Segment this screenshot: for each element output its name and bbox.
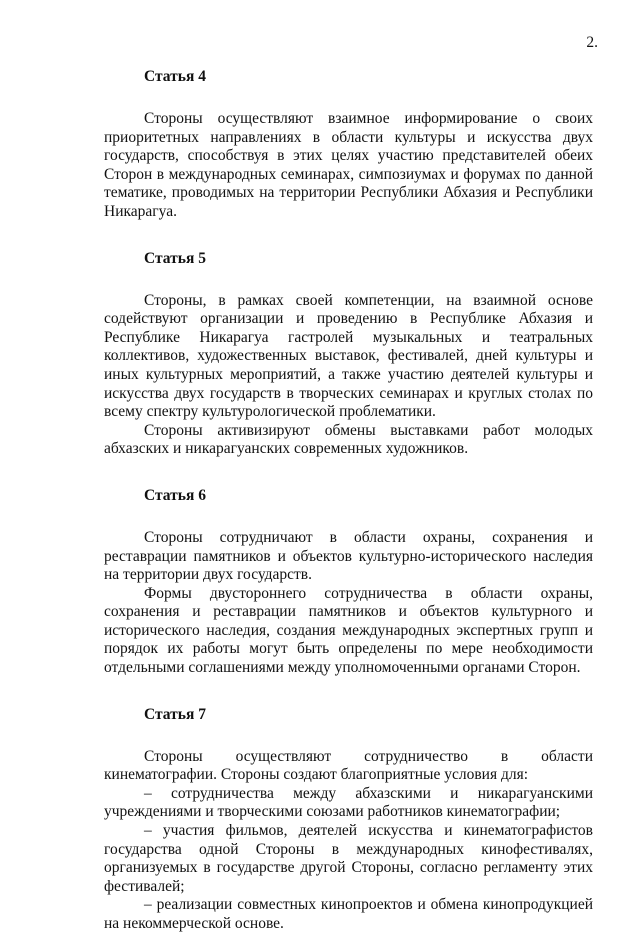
article-7-paragraph-1: Стороны осуществляют сотрудничество в области кинематографии. Стороны создают благоприятные условия для: (104, 747, 593, 784)
article-5-paragraph-1: Стороны, в рамках своей компетенции, на взаимной основе содействуют организации и проведению в Республике Абхазия и Республике Никарагуа гастролей музыкальных и театральных коллективов, художественных выставок, фестивалей, дней культуры и иных культурных мероприятий, а также участию деятелей культуры и искусства двух государств в творческих семинарах и круглых столах по всему спектру культурологической проблематики. (104, 291, 593, 421)
article-4-paragraph-1: Стороны осуществляют взаимное информирование о своих приоритетных направлениях в области культуры и искусства двух государств, способствуя в этих целях участию представителей обеих Сторон в международных семинарах, симпозиумах и форумах по данной тематике, проводимых на территории Республики Абхазия и Республики Никарагуа. (104, 110, 593, 220)
article-6-paragraph-1: Стороны сотрудничают в области охраны, сохранения и реставрации памятников и объектов культурно-исторического наследия на территории двух государств. (104, 528, 593, 584)
article-7-heading: Статья 7 (144, 705, 206, 723)
article-4-heading: Статья 4 (144, 68, 206, 85)
article-7-list-item-3: – реализации совместных кинопроектов и обмена кинопродукцией на некоммерческой основе. (104, 896, 593, 932)
article-7-list-item-1: – сотрудничества между абхазскими и никарагуанскими учреждениями и творческими союзами работников кинематографии; (104, 784, 593, 821)
article-7-list-item-2: – участия фильмов, деятелей искусства и кинематографистов государства одной Стороны в международных кинофестивалях, организуемых в государстве другой Стороны, согласно регламенту этих фестивалей; (104, 822, 593, 895)
article-6-heading: Статья 6 (144, 486, 206, 504)
article-5-paragraph-2: Стороны активизируют обмены выставками работ молодых абхазских и никарагуанских современных художников. (104, 421, 593, 458)
page-number: 2. (586, 34, 598, 51)
article-6-paragraph-2: Формы двустороннего сотрудничества в области охраны, сохранения и реставрации памятников и объектов культурного и исторического наследия, создания международных экспертных групп и порядок их работы могут быть определены по мере необходимости отдельными соглашениями между уполномоченными органами Сторон. (104, 584, 593, 677)
document-body (104, 68, 593, 934)
article-5-heading: Статья 5 (144, 249, 206, 267)
